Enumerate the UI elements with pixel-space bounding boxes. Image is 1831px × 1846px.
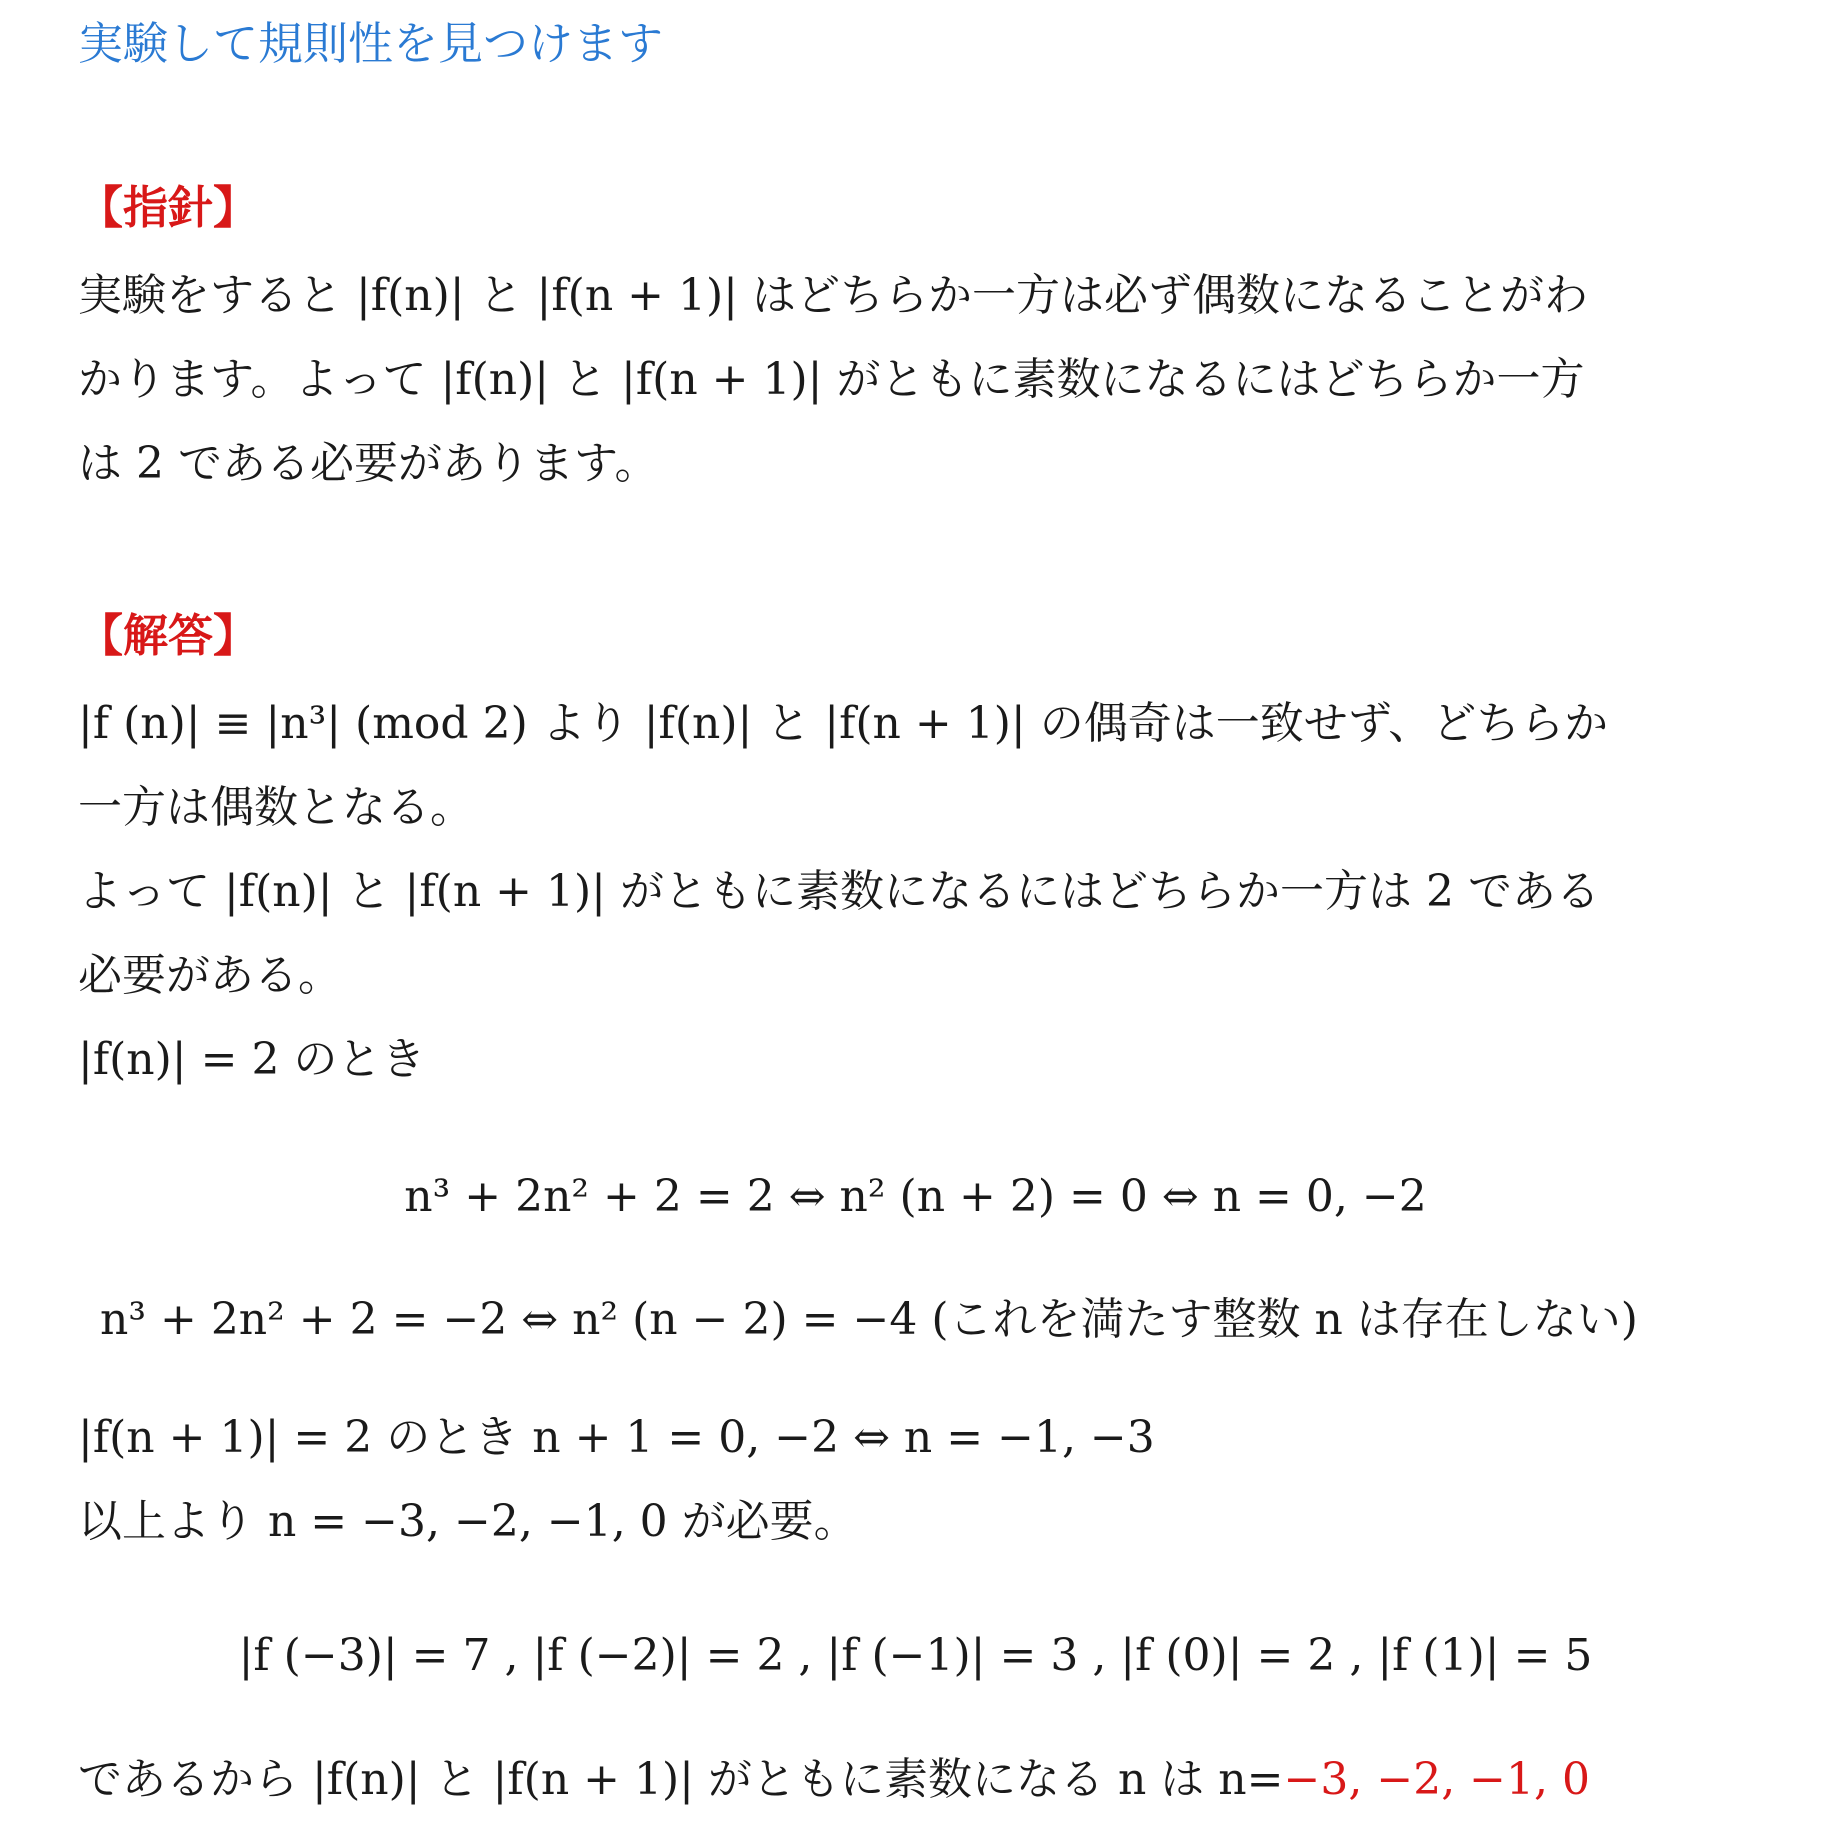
answer-line-7: 以上より n = −3, −2, −1, 0 が必要。 xyxy=(78,1496,858,1547)
equation-2: n³ + 2n² + 2 = −2 ⇔ n² (n − 2) = −4 (これを満たす整数 n は存在しない) xyxy=(100,1294,1638,1345)
answer-line-6: |f(n + 1)| = 2 のとき n + 1 = 0, −2 ⇔ n = −1, −3 xyxy=(78,1412,1155,1463)
page-title: 実験して規則性を見つけます xyxy=(78,17,664,70)
answer-line-2: 一方は偶数となる。 xyxy=(78,782,474,833)
hint-line-2: かります。よって |f(n)| と |f(n + 1)| がともに素数になるにはどちらか一方 xyxy=(78,354,1585,405)
final-answer: −3, −2, −1, 0 xyxy=(1283,1754,1590,1805)
answer-line-4: 必要がある。 xyxy=(78,950,342,1001)
equation-1: n³ + 2n² + 2 = 2 ⇔ n² (n + 2) = 0 ⇔ n = 0, −2 xyxy=(404,1171,1427,1222)
hint-heading: 【指針】 xyxy=(78,181,259,234)
hint-line-1: 実験をすると |f(n)| と |f(n + 1)| はどちらか一方は必ず偶数になることがわ xyxy=(78,270,1588,321)
answer-heading: 【解答】 xyxy=(78,609,259,662)
equation-3: |f (−3)| = 7 , |f (−2)| = 2 , |f (−1)| = 3 , |f (0)| = 2 , |f (1)| = 5 xyxy=(238,1630,1593,1681)
conclusion-line xyxy=(78,1750,1590,1810)
hint-line-3: は 2 である必要があります。 xyxy=(78,438,659,489)
answer-line-1: |f (n)| ≡ |n³| (mod 2) より |f(n)| と |f(n + 1)| の偶奇は一致せず、どちらか xyxy=(78,698,1609,749)
answer-line-3: よって |f(n)| と |f(n + 1)| がともに素数になるにはどちらか一方は 2 である xyxy=(78,866,1600,917)
conclusion-text: であるから |f(n)| と |f(n + 1)| がともに素数になる n は n= xyxy=(78,1754,1284,1805)
answer-line-5: |f(n)| = 2 のとき xyxy=(78,1034,426,1085)
